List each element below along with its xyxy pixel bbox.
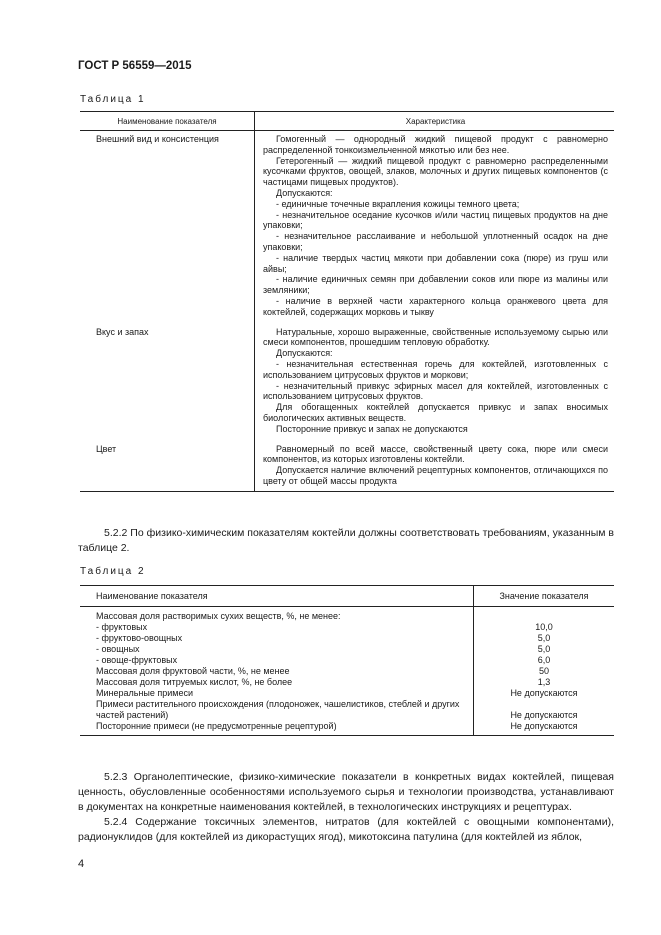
table1-row-name: Вкус и запах <box>80 318 255 435</box>
paragraph-5-2-3: 5.2.3 Органолептические, физико-химические показатели в конкретных видах коктейлей, пищевая ценность, обусловленные особенностями используемого сырья и технологии производства, устанавливают в документах на конкретные наименования коктейлей, в технологических инструкциях и рецептурах. <box>78 771 614 813</box>
table-row <box>80 688 614 699</box>
table1-caption: Таблица 1 <box>80 94 146 105</box>
table2 <box>80 585 614 736</box>
char-line: Гомогенный — однородный жидкий пищевой продукт с равномерно распределенной тонкоизмельченной мякотью или без нее. <box>263 134 608 155</box>
table2-name-cell: Массовая доля титруемых кислот, %, не более <box>96 677 293 687</box>
table2-name-cell: Примеси растительного происхождения (плодоножек, чашелистиков, стеблей и других частей растений) <box>96 699 460 720</box>
table1 <box>80 111 614 492</box>
table-row <box>80 655 614 666</box>
table2-value-cell: 10,0 <box>474 622 615 633</box>
table2-header-row <box>80 586 614 607</box>
char-line: - незначительное расслаивание и небольшой уплотненный осадок на дне упаковки; <box>263 231 608 252</box>
table2-col-value: Значение показателя <box>474 586 615 607</box>
paragraph-5-2-2: 5.2.2 По физико-химическим показателям коктейли должны соответствовать требованиям, указанным в таблице 2. <box>78 527 614 554</box>
table2-value-cell: 50 <box>474 666 615 677</box>
table2-caption: Таблица 2 <box>80 566 146 577</box>
char-line: Для обогащенных коктейлей допускается привкус и запах вносимых биологических активных веществ. <box>263 402 608 423</box>
char-line: Допускаются: <box>276 348 333 359</box>
table2-name-cell: Посторонние примеси (не предусмотренные рецептурой) <box>80 721 474 736</box>
table-row <box>80 666 614 677</box>
table2-value-cell: Не допускаются <box>474 721 615 736</box>
table1-row-characteristic <box>255 435 615 492</box>
table2-name-cell: Массовая доля фруктовой части, %, не менее <box>96 666 290 676</box>
table2-value-cell: 1,3 <box>474 677 615 688</box>
table1-col-char: Характеристика <box>255 112 615 131</box>
table-row <box>80 721 614 736</box>
char-line: - наличие твердых частиц мякоти при добавлении сока (пюре) из груш или айвы; <box>263 252 608 274</box>
char-line: Допускается наличие включений рецептурных компонентов, отличающихся по цвету от общей массы продукта <box>263 465 608 486</box>
char-line: - незначительная естественная горечь для коктейлей, изготовленных с использованием цитрусовых фруктов и моркови; <box>263 358 608 380</box>
char-line: - незначительный привкус эфирных масел для коктейлей, изготовленных с использованием цитрусовых фруктов. <box>263 380 608 402</box>
paragraphs-block <box>78 770 614 845</box>
char-line: - незначительное оседание кусочков и/или частиц пищевых продуктов на дне упаковки; <box>263 209 608 231</box>
table2-name-cell: - фруктовых <box>96 622 148 632</box>
table2-name-cell: - овощных <box>96 644 140 654</box>
table2-name-cell: - овоще-фруктовых <box>96 655 178 665</box>
table2-name-cell: - фруктово-овощных <box>96 633 183 643</box>
table2-value-cell: Не допускаются <box>474 699 615 721</box>
char-line: - наличие в верхней части характерного кольца оранжевого цвета для коктейлей, содержащих морковь и тыкву <box>263 295 608 317</box>
table-row <box>80 677 614 688</box>
table2-name-cell: Минеральные примеси <box>96 688 194 698</box>
table-row <box>80 644 614 655</box>
page-number: 4 <box>78 858 85 870</box>
table2-value-cell: 5,0 <box>474 644 615 655</box>
table-row <box>80 622 614 633</box>
table-row <box>80 633 614 644</box>
char-line: Натуральные, хорошо выраженные, свойственные используемому сырью или смеси компонентов, прошедшим тепловую обработку. <box>263 326 608 348</box>
table2-name-cell: Массовая доля растворимых сухих веществ, %, не менее: <box>96 611 341 621</box>
table2-value-cell: Не допускаются <box>474 688 615 699</box>
table1-row-name: Внешний вид и консистенция <box>80 131 255 318</box>
table-row <box>80 699 614 721</box>
char-line: Допускаются: <box>276 187 333 198</box>
table-row <box>80 435 614 492</box>
table2-value-cell <box>474 607 615 623</box>
table1-header-row <box>80 112 614 131</box>
char-line: - единичные точечные вкрапления кожицы темного цвета; <box>276 198 520 209</box>
standard-header: ГОСТ Р 56559—2015 <box>78 60 192 72</box>
table-row <box>80 318 614 435</box>
char-line: - наличие единичных семян при добавлении соков или пюре из малины или земляники; <box>263 274 608 296</box>
table1-row-characteristic <box>255 318 615 435</box>
table2-value-cell: 6,0 <box>474 655 615 666</box>
table1-row-characteristic <box>255 131 615 318</box>
char-line: Равномерный по всей массе, свойственный цвету сока, пюре или смеси компонентов, из которых изготовлены коктейли. <box>263 443 608 465</box>
char-line: Гетерогенный — жидкий пищевой продукт с равномерно распределенными кусочками фруктов, овощей, злаков, молочных и других пищевых компонентов (с частицами пищевых продуктов). <box>263 155 608 188</box>
table2-value-cell: 5,0 <box>474 633 615 644</box>
table1-col-name: Наименование показателя <box>80 112 255 131</box>
char-line: Посторонние привкус и запах не допускаются <box>276 423 468 434</box>
table-row <box>80 131 614 318</box>
paragraph-5-2-4: 5.2.4 Содержание токсичных элементов, нитратов (для коктейлей с овощными компонентами), радионуклидов (для коктейлей из дикорастущих ягод), микотоксина патулина (для коктейлей из яблок, <box>78 816 614 843</box>
table2-col-name: Наименование показателя <box>80 586 474 607</box>
table-row <box>80 607 614 623</box>
table1-row-name: Цвет <box>80 435 255 492</box>
